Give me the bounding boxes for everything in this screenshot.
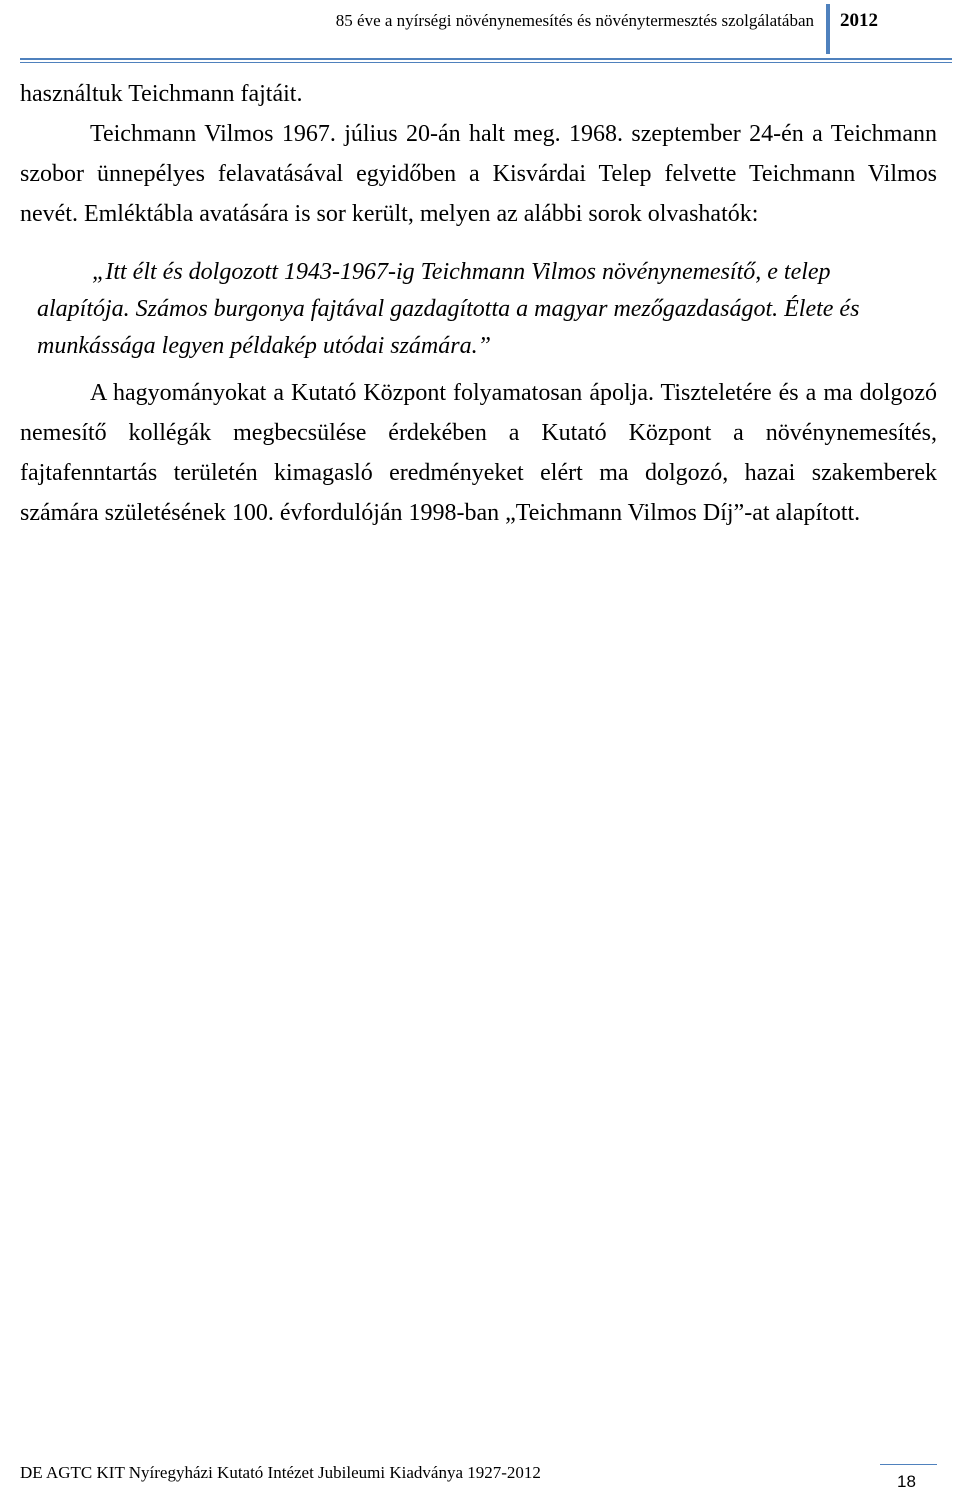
running-header-year: 2012 xyxy=(840,10,878,31)
memorial-plaque-quote: „Itt élt és dolgozott 1943-1967-ig Teichmann Vilmos növénynemesítő, e telep alapítója. Számos burgonya fajtával gazdagította a magyar mezőgazdaságot. Élete és munkássága legyen példakép utódai számára.” xyxy=(37,259,860,359)
header-separator xyxy=(826,4,830,54)
header-rule xyxy=(20,58,952,60)
page-body xyxy=(20,74,937,533)
page-number: 18 xyxy=(897,1472,916,1491)
running-header-title: 85 éve a nyírségi növénynemesítés és növénytermesztés szolgálatában xyxy=(335,11,814,30)
paragraph-continuation: használtuk Teichmann fajtáit. xyxy=(20,81,303,107)
footer-rule xyxy=(880,1464,937,1465)
footer-publication-title: DE AGTC KIT Nyíregyházi Kutató Intézet Jubileumi Kiadványa 1927-2012 xyxy=(20,1463,541,1482)
paragraph-teichmann-award: A hagyományokat a Kutató Központ folyamatosan ápolja. Tiszteletére és a ma dolgozó nemesítő kollégák megbecsülése érdekében a Kutató Központ a növénynemesítés, fajtafenntartás területén kimagasló eredményeket elért ma dolgozó, hazai szakemberek számára születésének 100. évfordulóján 1998-ban „Teichmann Vilmos Díj”-at alapított. xyxy=(20,380,937,526)
header-rule-thin xyxy=(20,62,952,63)
paragraph-teichmann-death: Teichmann Vilmos 1967. július 20-án halt meg. 1968. szeptember 24-én a Teichmann szobor ünnepélyes felavatásával egyidőben a Kisvárdai Telep felvette Teichmann Vilmos nevét. Emléktábla avatására is sor került, melyen az alábbi sorok olvashatók: xyxy=(20,121,937,227)
